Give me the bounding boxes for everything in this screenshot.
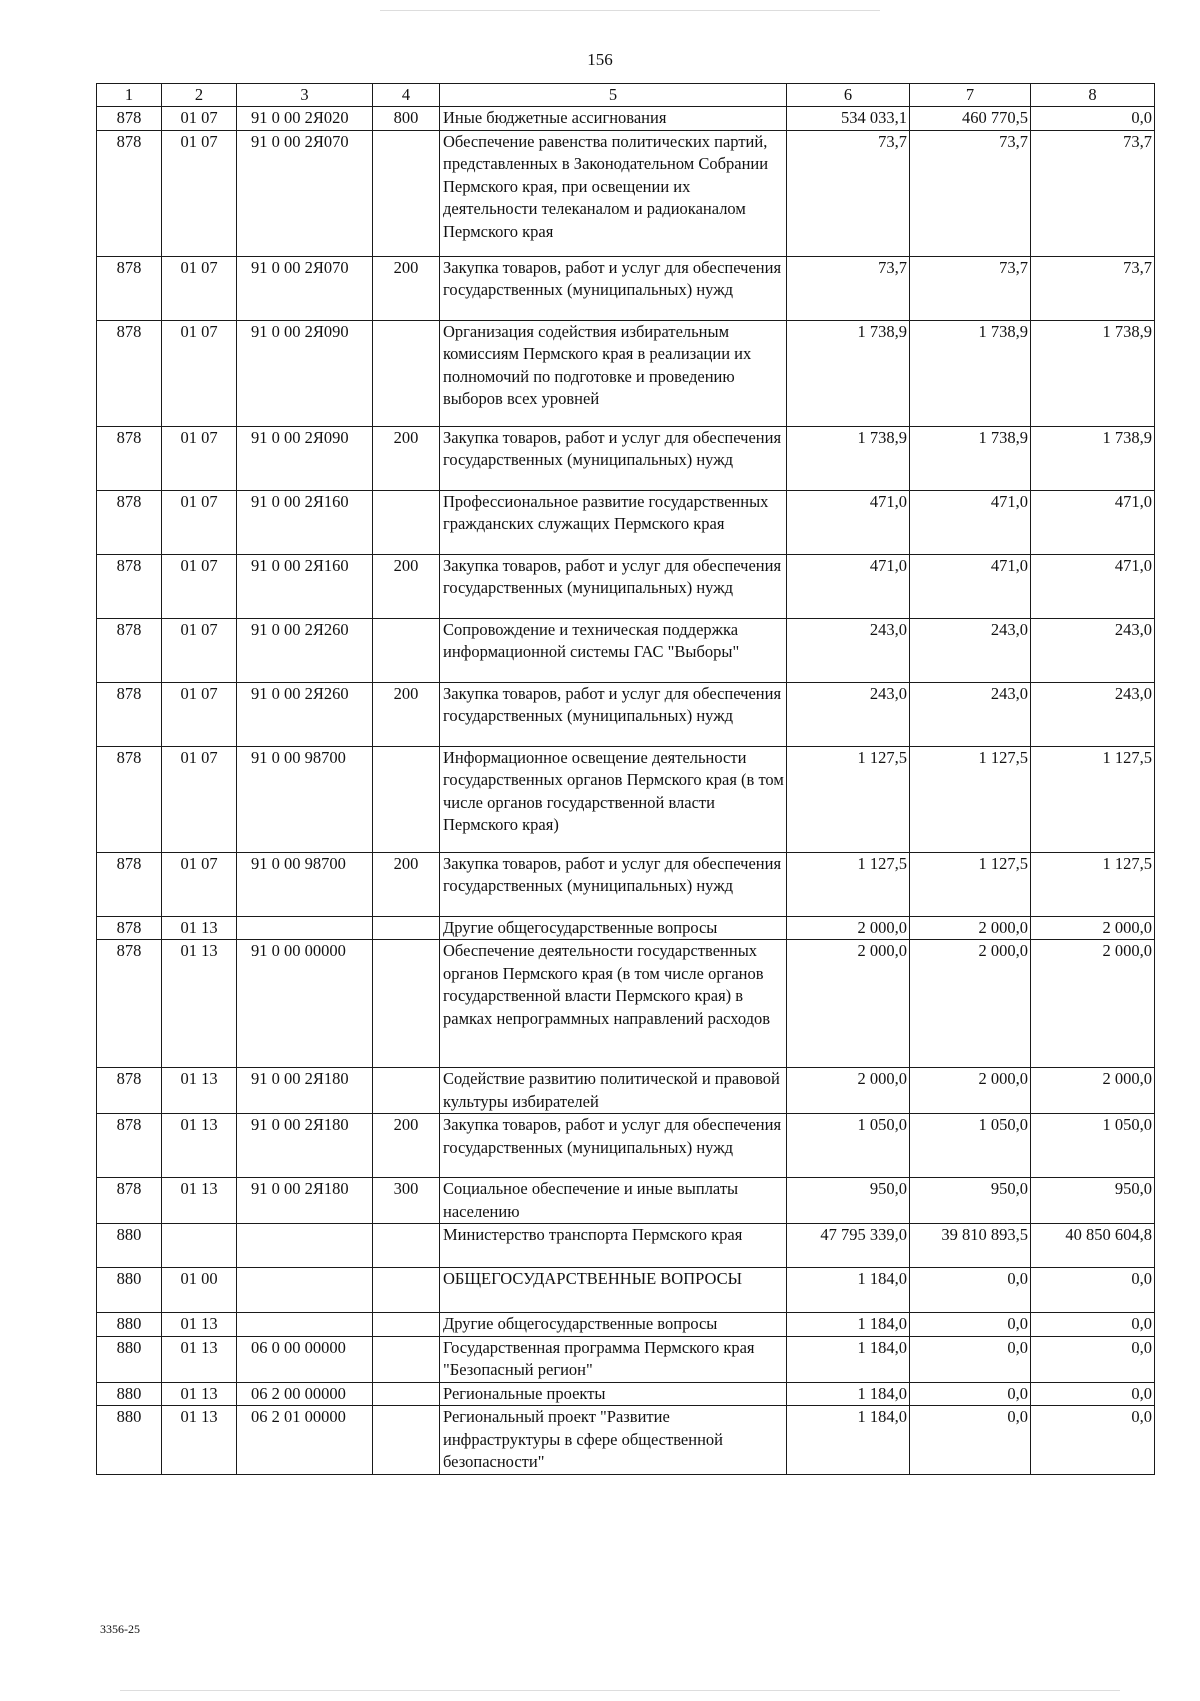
table-header-row <box>97 84 1155 107</box>
cell-budget-code: 878 <box>97 130 162 256</box>
column-header-2: 2 <box>162 84 237 107</box>
cell-target-article: 91 0 00 2Я260 <box>237 682 373 746</box>
cell-section-code: 01 07 <box>162 426 237 490</box>
cell-description: Министерство транспорта Пермского края <box>440 1224 787 1268</box>
cell-amount-year-3: 1 127,5 <box>1031 852 1155 916</box>
cell-amount-year-1: 950,0 <box>787 1178 910 1224</box>
cell-budget-code: 880 <box>97 1406 162 1475</box>
cell-budget-code: 878 <box>97 746 162 852</box>
cell-section-code: 01 07 <box>162 682 237 746</box>
cell-description: Информационное освещение деятельности государственных органов Пермского края (в том числе органов государственной власти Пермского края) <box>440 746 787 852</box>
cell-target-article <box>237 1268 373 1313</box>
cell-section-code: 01 07 <box>162 852 237 916</box>
cell-amount-year-1: 1 127,5 <box>787 746 910 852</box>
cell-expense-type <box>373 1336 440 1382</box>
table-body <box>97 107 1155 1475</box>
cell-section-code: 01 13 <box>162 1336 237 1382</box>
cell-amount-year-2: 1 738,9 <box>910 426 1031 490</box>
cell-target-article: 91 0 00 00000 <box>237 940 373 1068</box>
cell-section-code: 01 07 <box>162 746 237 852</box>
cell-section-code: 01 07 <box>162 490 237 554</box>
cell-amount-year-1: 1 184,0 <box>787 1268 910 1313</box>
cell-section-code: 01 13 <box>162 1382 237 1406</box>
cell-budget-code: 878 <box>97 1178 162 1224</box>
cell-amount-year-1: 1 738,9 <box>787 320 910 426</box>
cell-target-article: 06 2 01 00000 <box>237 1406 373 1475</box>
cell-amount-year-2: 2 000,0 <box>910 916 1031 940</box>
cell-expense-type <box>373 1068 440 1114</box>
cell-budget-code: 880 <box>97 1313 162 1337</box>
cell-description: Социальное обеспечение и иные выплаты населению <box>440 1178 787 1224</box>
cell-amount-year-1: 1 050,0 <box>787 1114 910 1178</box>
cell-target-article: 91 0 00 2Я070 <box>237 130 373 256</box>
table-row <box>97 490 1155 554</box>
cell-description: Содействие развитию политической и правовой культуры избирателей <box>440 1068 787 1114</box>
table-row <box>97 256 1155 320</box>
budget-table <box>96 83 1155 1475</box>
table-row <box>97 916 1155 940</box>
table-row <box>97 746 1155 852</box>
cell-expense-type: 200 <box>373 1114 440 1178</box>
cell-amount-year-2: 73,7 <box>910 256 1031 320</box>
cell-amount-year-2: 39 810 893,5 <box>910 1224 1031 1268</box>
cell-expense-type <box>373 746 440 852</box>
cell-amount-year-3: 0,0 <box>1031 107 1155 131</box>
cell-expense-type: 200 <box>373 682 440 746</box>
cell-target-article: 91 0 00 2Я180 <box>237 1114 373 1178</box>
cell-amount-year-2: 0,0 <box>910 1336 1031 1382</box>
cell-budget-code: 878 <box>97 618 162 682</box>
cell-amount-year-2: 2 000,0 <box>910 1068 1031 1114</box>
cell-amount-year-3: 243,0 <box>1031 618 1155 682</box>
cell-expense-type: 200 <box>373 256 440 320</box>
cell-amount-year-3: 243,0 <box>1031 682 1155 746</box>
cell-target-article <box>237 1313 373 1337</box>
cell-description: Организация содействия избирательным комиссиям Пермского края в реализации их полномочий по подготовке и проведению выборов всех уровней <box>440 320 787 426</box>
column-header-3: 3 <box>237 84 373 107</box>
cell-amount-year-1: 1 184,0 <box>787 1382 910 1406</box>
cell-amount-year-3: 1 050,0 <box>1031 1114 1155 1178</box>
cell-description: Государственная программа Пермского края "Безопасный регион" <box>440 1336 787 1382</box>
cell-amount-year-2: 73,7 <box>910 130 1031 256</box>
cell-target-article: 91 0 00 98700 <box>237 852 373 916</box>
document-code: 3356-25 <box>100 1622 140 1636</box>
cell-amount-year-2: 1 127,5 <box>910 746 1031 852</box>
cell-budget-code: 878 <box>97 554 162 618</box>
cell-section-code: 01 07 <box>162 618 237 682</box>
cell-amount-year-1: 243,0 <box>787 618 910 682</box>
cell-amount-year-1: 2 000,0 <box>787 940 910 1068</box>
table-row <box>97 1313 1155 1337</box>
cell-amount-year-2: 460 770,5 <box>910 107 1031 131</box>
cell-description: Обеспечение равенства политических партий, представленных в Законодательном Собрании Пермского края, при освещении их деятельности телеканалом и радиоканалом Пермского края <box>440 130 787 256</box>
table-row <box>97 1224 1155 1268</box>
cell-section-code: 01 07 <box>162 256 237 320</box>
cell-amount-year-3: 0,0 <box>1031 1268 1155 1313</box>
cell-amount-year-3: 73,7 <box>1031 256 1155 320</box>
cell-target-article: 91 0 00 98700 <box>237 746 373 852</box>
cell-expense-type <box>373 1382 440 1406</box>
cell-amount-year-3: 0,0 <box>1031 1336 1155 1382</box>
cell-description: Закупка товаров, работ и услуг для обеспечения государственных (муниципальных) нужд <box>440 426 787 490</box>
cell-amount-year-1: 471,0 <box>787 490 910 554</box>
cell-target-article: 91 0 00 2Я090 <box>237 426 373 490</box>
cell-description: Другие общегосударственные вопросы <box>440 916 787 940</box>
cell-amount-year-3: 0,0 <box>1031 1382 1155 1406</box>
cell-amount-year-2: 471,0 <box>910 554 1031 618</box>
cell-budget-code: 878 <box>97 107 162 131</box>
cell-amount-year-1: 243,0 <box>787 682 910 746</box>
cell-budget-code: 880 <box>97 1336 162 1382</box>
cell-target-article: 06 0 00 00000 <box>237 1336 373 1382</box>
cell-amount-year-1: 1 184,0 <box>787 1406 910 1475</box>
cell-budget-code: 878 <box>97 940 162 1068</box>
cell-amount-year-1: 471,0 <box>787 554 910 618</box>
cell-description: Региональные проекты <box>440 1382 787 1406</box>
cell-description: Региональный проект "Развитие инфраструктуры в сфере общественной безопасности" <box>440 1406 787 1475</box>
column-header-1: 1 <box>97 84 162 107</box>
table-row <box>97 1406 1155 1475</box>
cell-amount-year-3: 0,0 <box>1031 1406 1155 1475</box>
cell-section-code <box>162 1224 237 1268</box>
column-header-5: 5 <box>440 84 787 107</box>
cell-target-article: 91 0 00 2Я180 <box>237 1068 373 1114</box>
cell-budget-code: 880 <box>97 1224 162 1268</box>
cell-amount-year-1: 73,7 <box>787 256 910 320</box>
cell-budget-code: 880 <box>97 1268 162 1313</box>
cell-section-code: 01 07 <box>162 130 237 256</box>
cell-description: Закупка товаров, работ и услуг для обеспечения государственных (муниципальных) нужд <box>440 852 787 916</box>
cell-target-article <box>237 1224 373 1268</box>
cell-budget-code: 880 <box>97 1382 162 1406</box>
cell-amount-year-3: 471,0 <box>1031 554 1155 618</box>
cell-amount-year-3: 950,0 <box>1031 1178 1155 1224</box>
cell-description: Закупка товаров, работ и услуг для обеспечения государственных (муниципальных) нужд <box>440 682 787 746</box>
table-row <box>97 130 1155 256</box>
cell-expense-type <box>373 1406 440 1475</box>
cell-budget-code: 878 <box>97 852 162 916</box>
cell-budget-code: 878 <box>97 256 162 320</box>
cell-expense-type <box>373 1313 440 1337</box>
cell-budget-code: 878 <box>97 1068 162 1114</box>
table-row <box>97 1068 1155 1114</box>
cell-budget-code: 878 <box>97 916 162 940</box>
cell-expense-type <box>373 320 440 426</box>
table-row <box>97 320 1155 426</box>
cell-expense-type: 200 <box>373 852 440 916</box>
column-header-8: 8 <box>1031 84 1155 107</box>
cell-budget-code: 878 <box>97 426 162 490</box>
cell-amount-year-2: 243,0 <box>910 682 1031 746</box>
cell-description: Иные бюджетные ассигнования <box>440 107 787 131</box>
cell-amount-year-2: 471,0 <box>910 490 1031 554</box>
cell-amount-year-1: 534 033,1 <box>787 107 910 131</box>
cell-amount-year-1: 1 738,9 <box>787 426 910 490</box>
cell-expense-type <box>373 490 440 554</box>
table-row <box>97 682 1155 746</box>
cell-section-code: 01 13 <box>162 940 237 1068</box>
cell-amount-year-2: 1 738,9 <box>910 320 1031 426</box>
cell-description: ОБЩЕГОСУДАРСТВЕННЫЕ ВОПРОСЫ <box>440 1268 787 1313</box>
cell-amount-year-3: 2 000,0 <box>1031 940 1155 1068</box>
cell-amount-year-2: 1 127,5 <box>910 852 1031 916</box>
cell-amount-year-3: 471,0 <box>1031 490 1155 554</box>
cell-target-article: 91 0 00 2Я160 <box>237 554 373 618</box>
cell-section-code: 01 13 <box>162 1178 237 1224</box>
cell-amount-year-1: 1 127,5 <box>787 852 910 916</box>
table-row <box>97 1382 1155 1406</box>
cell-description: Профессиональное развитие государственных гражданских служащих Пермского края <box>440 490 787 554</box>
cell-amount-year-1: 2 000,0 <box>787 1068 910 1114</box>
cell-section-code: 01 13 <box>162 1068 237 1114</box>
cell-budget-code: 878 <box>97 490 162 554</box>
cell-expense-type <box>373 1268 440 1313</box>
scan-edge-top <box>380 10 880 11</box>
cell-expense-type: 200 <box>373 426 440 490</box>
cell-target-article: 91 0 00 2Я020 <box>237 107 373 131</box>
cell-amount-year-3: 1 127,5 <box>1031 746 1155 852</box>
table-row <box>97 852 1155 916</box>
cell-amount-year-2: 1 050,0 <box>910 1114 1031 1178</box>
cell-section-code: 01 07 <box>162 320 237 426</box>
cell-amount-year-1: 73,7 <box>787 130 910 256</box>
cell-description: Закупка товаров, работ и услуг для обеспечения государственных (муниципальных) нужд <box>440 1114 787 1178</box>
table-row <box>97 1268 1155 1313</box>
cell-target-article: 06 2 00 00000 <box>237 1382 373 1406</box>
cell-description: Сопровождение и техническая поддержка информационной системы ГАС "Выборы" <box>440 618 787 682</box>
column-header-4: 4 <box>373 84 440 107</box>
cell-description: Другие общегосударственные вопросы <box>440 1313 787 1337</box>
table-row <box>97 107 1155 131</box>
cell-budget-code: 878 <box>97 1114 162 1178</box>
cell-amount-year-1: 2 000,0 <box>787 916 910 940</box>
cell-target-article <box>237 916 373 940</box>
cell-section-code: 01 00 <box>162 1268 237 1313</box>
cell-expense-type <box>373 1224 440 1268</box>
scan-edge-bottom <box>120 1690 1120 1691</box>
table-row <box>97 426 1155 490</box>
cell-expense-type <box>373 130 440 256</box>
cell-amount-year-2: 2 000,0 <box>910 940 1031 1068</box>
cell-target-article: 91 0 00 2Я180 <box>237 1178 373 1224</box>
cell-target-article: 91 0 00 2Я160 <box>237 490 373 554</box>
column-header-6: 6 <box>787 84 910 107</box>
cell-amount-year-2: 950,0 <box>910 1178 1031 1224</box>
cell-amount-year-3: 1 738,9 <box>1031 426 1155 490</box>
cell-section-code: 01 07 <box>162 107 237 131</box>
cell-amount-year-3: 73,7 <box>1031 130 1155 256</box>
cell-expense-type <box>373 940 440 1068</box>
cell-section-code: 01 07 <box>162 554 237 618</box>
table-row <box>97 1178 1155 1224</box>
cell-amount-year-1: 1 184,0 <box>787 1313 910 1337</box>
table-row <box>97 1114 1155 1178</box>
column-header-7: 7 <box>910 84 1031 107</box>
cell-description: Обеспечение деятельности государственных органов Пермского края (в том числе органов государственной власти Пермского края) в рамках непрограммных направлений расходов <box>440 940 787 1068</box>
cell-amount-year-2: 0,0 <box>910 1268 1031 1313</box>
cell-amount-year-1: 47 795 339,0 <box>787 1224 910 1268</box>
cell-amount-year-3: 0,0 <box>1031 1313 1155 1337</box>
cell-amount-year-1: 1 184,0 <box>787 1336 910 1382</box>
cell-amount-year-3: 40 850 604,8 <box>1031 1224 1155 1268</box>
cell-target-article: 91 0 00 2Я090 <box>237 320 373 426</box>
page-number: 156 <box>587 50 613 69</box>
cell-amount-year-2: 0,0 <box>910 1313 1031 1337</box>
cell-expense-type: 800 <box>373 107 440 131</box>
table-row <box>97 554 1155 618</box>
cell-expense-type: 300 <box>373 1178 440 1224</box>
cell-amount-year-3: 2 000,0 <box>1031 916 1155 940</box>
cell-expense-type: 200 <box>373 554 440 618</box>
table-row <box>97 618 1155 682</box>
table-row <box>97 940 1155 1068</box>
cell-amount-year-2: 243,0 <box>910 618 1031 682</box>
cell-budget-code: 878 <box>97 320 162 426</box>
cell-amount-year-3: 1 738,9 <box>1031 320 1155 426</box>
cell-target-article: 91 0 00 2Я070 <box>237 256 373 320</box>
cell-section-code: 01 13 <box>162 916 237 940</box>
cell-description: Закупка товаров, работ и услуг для обеспечения государственных (муниципальных) нужд <box>440 256 787 320</box>
cell-amount-year-3: 2 000,0 <box>1031 1068 1155 1114</box>
cell-section-code: 01 13 <box>162 1313 237 1337</box>
cell-description: Закупка товаров, работ и услуг для обеспечения государственных (муниципальных) нужд <box>440 554 787 618</box>
cell-section-code: 01 13 <box>162 1114 237 1178</box>
cell-amount-year-2: 0,0 <box>910 1406 1031 1475</box>
cell-target-article: 91 0 00 2Я260 <box>237 618 373 682</box>
cell-section-code: 01 13 <box>162 1406 237 1475</box>
cell-expense-type <box>373 618 440 682</box>
cell-budget-code: 878 <box>97 682 162 746</box>
table-row <box>97 1336 1155 1382</box>
cell-amount-year-2: 0,0 <box>910 1382 1031 1406</box>
cell-expense-type <box>373 916 440 940</box>
